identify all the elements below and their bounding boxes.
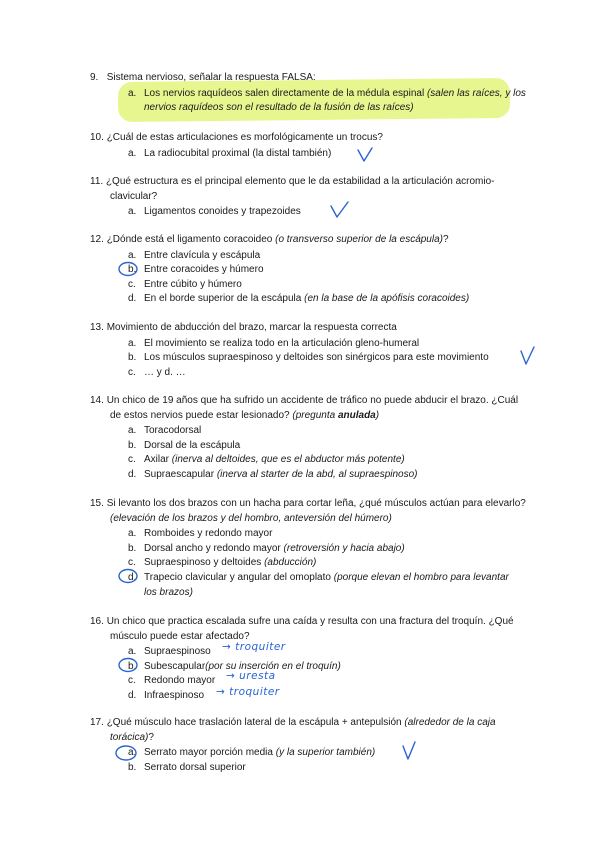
option-text: … y d. … [144, 366, 186, 378]
option-letter: b. [128, 439, 137, 451]
question-text: ¿Cuál de estas articulaciones es morfológicamente un trocus? [106, 132, 383, 143]
option-a [90, 205, 530, 220]
option-letter: c. [128, 278, 136, 290]
option-letter: a. [128, 528, 137, 540]
question-number: 15. [90, 498, 104, 509]
option-letter: b. [128, 542, 137, 554]
handwritten-note: → troquiter [216, 686, 280, 698]
option-note: (retroversión y hacia abajo) [283, 542, 405, 554]
option-text: Serrato mayor porción media [144, 747, 273, 759]
option-letter: d. [128, 293, 137, 305]
question-note-bold: anulada [337, 409, 376, 421]
option-a [90, 249, 530, 264]
question-number: 13. [90, 322, 104, 333]
option-letter: b. [128, 660, 137, 672]
option-note: (por su inserción en el troquín) [205, 660, 341, 672]
option-letter: c. [128, 557, 136, 569]
question-number: 10. [90, 132, 104, 143]
option-letter: a. [128, 206, 137, 218]
option-letter: d. [128, 689, 137, 701]
question-text: Un chico que practica escalada sufre una caída y resulta con una fractura del troquín. ¿Qué músculo puede estar afectado? [106, 616, 514, 642]
option-text: Romboides y redondo mayor [144, 528, 273, 540]
option-text: Entre cúbito y húmero [144, 278, 242, 290]
question-number: 17. [90, 717, 104, 728]
option-letter: a. [128, 747, 137, 759]
question-note: (pregunta [292, 409, 336, 421]
option-text: Subescapular [144, 660, 206, 672]
question-number: 12. [90, 234, 104, 245]
question-number: 16. [90, 616, 104, 627]
option-d [90, 468, 530, 483]
question-9 [90, 71, 530, 116]
question-text: Un chico de 19 años que ha sufrido un accidente de tráfico no puede abducir el brazo. ¿Cuál de estos nervios puede estar lesionado? [106, 395, 519, 421]
question-text: ¿Qué estructura es el principal elemento que le da estabilidad a la articulación acromio-clavicular? [105, 176, 495, 202]
question-tail: ? [148, 731, 154, 743]
option-text: El movimiento se realiza todo en la articulación gleno-humeral [144, 337, 420, 349]
question-number: 9. [90, 72, 99, 83]
option-text: La radiocubital proximal (la distal también) [144, 147, 332, 159]
question-number: 11. [90, 176, 104, 187]
option-letter: d. [128, 571, 137, 583]
option-text: Los nervios raquídeos salen directamente de la médula espinal [144, 87, 425, 99]
option-note: (inerva al deltoides, que es el abductor más potente) [171, 454, 405, 466]
option-letter: b. [128, 761, 137, 773]
option-b [90, 761, 530, 776]
option-text: Toracodorsal [144, 425, 202, 437]
question-note: (elevación de los brazos y del hombro, anteversión del húmero) [110, 512, 392, 524]
option-c [90, 278, 530, 293]
option-a [90, 746, 530, 761]
option-letter: b. [128, 352, 137, 364]
option-note: (inerva al starter de la abd, al supraespinoso) [216, 468, 418, 480]
question-16 [90, 615, 530, 704]
question-note: (o transverso superior de la escápula) [275, 234, 443, 245]
option-note: (abducción) [264, 557, 317, 569]
option-letter: a. [128, 337, 137, 349]
option-d [90, 571, 530, 600]
option-b [90, 351, 530, 366]
question-text: ¿Dónde está el ligamento coracoideo [106, 234, 273, 245]
option-letter: c. [128, 675, 136, 687]
option-a [90, 645, 530, 660]
option-a [90, 147, 530, 162]
option-letter: c. [128, 454, 136, 466]
option-text: Infraespinoso [144, 689, 205, 701]
question-14 [90, 394, 530, 483]
question-text: Sistema nervioso, señalar la respuesta FALSA: [106, 72, 316, 83]
option-a [90, 337, 530, 352]
option-b [90, 542, 530, 557]
option-c [90, 674, 530, 689]
option-b [90, 439, 530, 454]
option-b [90, 263, 530, 278]
question-13 [90, 321, 530, 380]
option-text: Supraespinoso y deltoides [144, 557, 262, 569]
question-note-end: ) [375, 409, 380, 421]
option-note: (y la superior también) [275, 747, 376, 759]
option-letter: a. [128, 425, 137, 437]
question-number: 14. [90, 395, 104, 406]
option-d [90, 292, 530, 307]
option-b [90, 660, 530, 675]
option-letter: d. [128, 468, 137, 480]
question-text: Si levanto los dos brazos con un hacha para cortar leña, ¿qué músculos actúan para elevarlo? [106, 498, 526, 509]
option-text: Redondo mayor [144, 675, 216, 687]
handwritten-note: → troquiter [222, 641, 286, 653]
option-text: Ligamentos conoides y trapezoides [144, 206, 301, 218]
option-c [90, 453, 530, 468]
option-letter: a. [128, 249, 137, 261]
question-15 [90, 497, 530, 600]
handwritten-note: → uresta [226, 670, 276, 682]
option-text: Supraespinoso [144, 646, 211, 658]
option-note: (salen las raíces, y los nervios raquídeos son el resultado de la fusión de las raíces) [144, 87, 526, 114]
option-text: Trapecio clavicular y angular del omoplato [144, 571, 331, 583]
option-c [90, 556, 530, 571]
option-a [90, 424, 530, 439]
question-17 [90, 716, 530, 775]
question-11 [90, 175, 530, 220]
option-text: Axilar [144, 454, 170, 466]
option-letter: b. [128, 264, 137, 276]
option-d [90, 689, 530, 704]
option-note: (en la base de la apófisis coracoides) [304, 293, 470, 305]
question-12 [90, 233, 530, 307]
option-letter: a. [128, 87, 137, 99]
option-text: En el borde superior de la escápula [144, 293, 302, 305]
option-note: (porque elevan el hombro para levantar los brazos) [144, 571, 509, 598]
question-tail: ? [443, 234, 449, 245]
option-text: Los músculos supraespinoso y deltoides son sinérgicos para este movimiento [144, 352, 489, 364]
question-note: (alrededor de la caja torácica) [110, 717, 496, 743]
option-text: Supraescapular [144, 468, 215, 480]
option-letter: a. [128, 646, 137, 658]
option-a [90, 87, 530, 116]
option-text: Entre coracoides y húmero [144, 264, 264, 276]
option-text: Serrato dorsal superior [144, 761, 246, 773]
option-text: Dorsal ancho y redondo mayor [144, 542, 281, 554]
option-a [90, 527, 530, 542]
option-c [90, 366, 530, 381]
option-text: Entre clavícula y escápula [144, 249, 261, 261]
option-letter: a. [128, 147, 137, 159]
option-letter: c. [128, 366, 136, 378]
question-text: ¿Qué músculo hace traslación lateral de la escápula + antepulsión [106, 717, 402, 728]
option-text: Dorsal de la escápula [144, 439, 241, 451]
question-10 [90, 131, 530, 161]
question-text: Movimiento de abducción del brazo, marcar la respuesta correcta [106, 322, 397, 333]
